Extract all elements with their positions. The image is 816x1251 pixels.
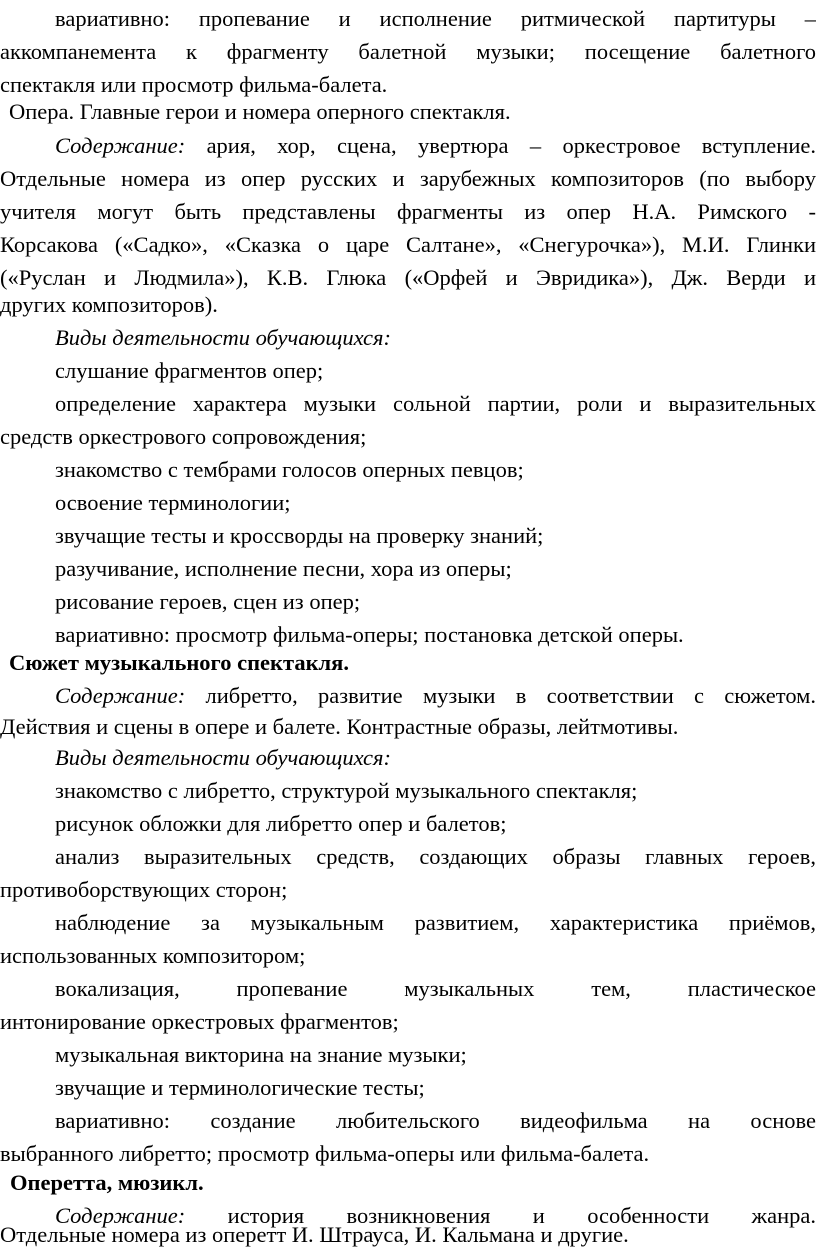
activities-label: Виды деятельности обучающихся: — [55, 745, 391, 770]
activity-item: рисунок обложки для либретто опер и балетов; — [55, 811, 507, 836]
activity-item-continued: средств оркестрового сопровождения; — [0, 424, 367, 449]
text-line: Действия и сцены в опере и балете. Контрастные образы, лейтмотивы. — [0, 714, 679, 739]
section-heading-operetta: Оперетта, мюзикл. — [10, 1170, 204, 1195]
text-line: спектакля или просмотр фильма-балета. — [0, 72, 388, 97]
text-line: («Руслан и Людмила»), К.В. Глюка («Орфей и Эвридика»), Дж. Верди и — [0, 265, 816, 290]
activity-item: определение характера музыки сольной партии, роли и выразительных — [55, 391, 816, 416]
activity-item: музыкальная викторина на знание музыки; — [55, 1042, 467, 1067]
text-line: вариативно: пропевание и исполнение ритмической партитуры – — [55, 6, 816, 31]
activities-label: Виды деятельности обучающихся: — [55, 325, 391, 350]
content-text: история возникновения и особенности жанра. — [185, 1203, 816, 1228]
content-line — [55, 679, 816, 712]
text-line: Отдельные номера из опер русских и зарубежных композиторов (по выбору — [0, 166, 816, 191]
content-label: Содержание: — [55, 683, 186, 708]
activity-item: звучащие тесты и кроссворды на проверку знаний; — [55, 523, 544, 548]
content-text: либретто, развитие музыки в соответствии с сюжетом. — [185, 683, 816, 708]
activity-item-continued: выбранного либретто; просмотр фильма-оперы или фильма-балета. — [0, 1141, 650, 1166]
activity-item: звучащие и терминологические тесты; — [55, 1075, 425, 1100]
activity-item: вариативно: просмотр фильма-оперы; постановка детской оперы. — [55, 622, 684, 647]
activity-item: знакомство с либретто, структурой музыкального спектакля; — [55, 778, 638, 803]
activity-item-continued: использованных композитором; — [0, 943, 306, 968]
content-line — [55, 129, 816, 162]
section-heading-plot: Сюжет музыкального спектакля. — [9, 650, 349, 675]
text-line: других композиторов). — [0, 292, 218, 317]
activity-item: освоение терминологии; — [55, 490, 291, 515]
text-line: Отдельные номера из оперетт И. Штрауса, И. Кальмана и другие. — [0, 1222, 629, 1247]
activity-item-continued: противоборствующих сторон; — [0, 877, 288, 902]
content-label: Содержание: — [55, 133, 186, 158]
activity-item: наблюдение за музыкальным развитием, характеристика приёмов, — [55, 910, 816, 935]
text-line: Корсакова («Садко», «Сказка о царе Салтане», «Снегурочка»), М.И. Глинки — [0, 232, 816, 257]
section-heading-opera: Опера. Главные герои и номера оперного спектакля. — [9, 99, 511, 124]
text-line: аккомпанемента к фрагменту балетной музыки; посещение балетного — [0, 39, 816, 64]
activity-item: знакомство с тембрами голосов оперных певцов; — [55, 457, 524, 482]
activity-item: разучивание, исполнение песни, хора из оперы; — [55, 556, 512, 581]
activity-item-continued: интонирование оркестровых фрагментов; — [0, 1009, 399, 1034]
content-text: ария, хор, сцена, увертюра – оркестровое вступление. — [185, 133, 816, 158]
content-label: Содержание: — [55, 1203, 186, 1228]
activity-item: вокализация, пропевание музыкальных тем, пластическое — [55, 976, 816, 1001]
text-line: учителя могут быть представлены фрагменты из опер Н.А. Римского - — [0, 199, 816, 224]
activity-item: слушание фрагментов опер; — [55, 358, 324, 383]
activity-item: анализ выразительных средств, создающих образы главных героев, — [55, 844, 816, 869]
activity-item: рисование героев, сцен из опер; — [55, 589, 361, 614]
activity-item: вариативно: создание любительского видеофильма на основе — [55, 1108, 816, 1133]
